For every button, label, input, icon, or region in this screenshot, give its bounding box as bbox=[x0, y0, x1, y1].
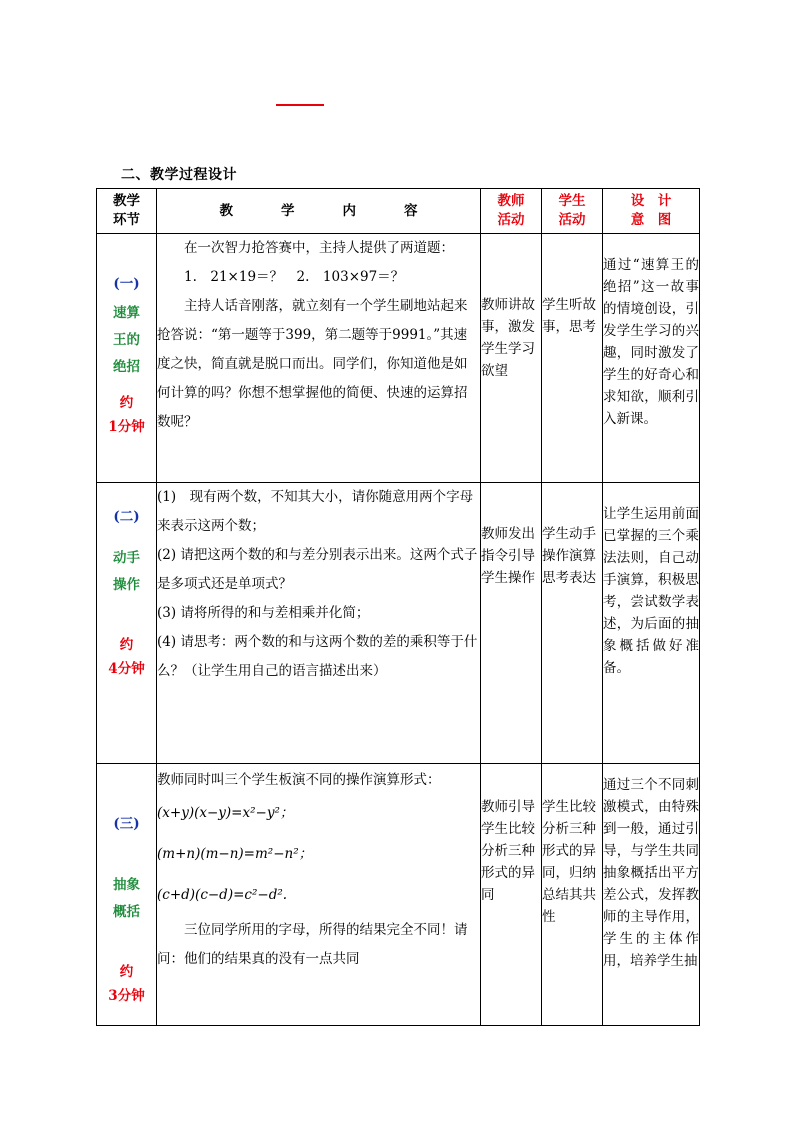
content-paragraph: 三位同学所用的字母，所得的结果完全不同！请问：他们的结果真的没有一点共同 bbox=[157, 922, 468, 967]
teacher-activity-cell bbox=[481, 764, 542, 1026]
content-paragraph: 在一次智力抢答赛中，主持人提供了两道题： bbox=[184, 240, 454, 256]
content-paragraph: 1. 21×19＝？ 2. 103×97＝？ bbox=[184, 269, 405, 285]
table-row bbox=[97, 764, 700, 1026]
header-content-char: 学 bbox=[281, 202, 295, 219]
teacher-activity-cell bbox=[481, 483, 542, 764]
header-stage-line1: 教学 bbox=[113, 193, 140, 209]
design-purpose-cell bbox=[603, 483, 700, 764]
formula-xy: (x+y)(x−y)=x²−y²； bbox=[157, 805, 294, 821]
header-teacher-line1: 教师 bbox=[497, 193, 525, 209]
teacher-activity: 教师引导学生比较分析三种形式的异同 bbox=[481, 799, 535, 903]
lesson-plan-table bbox=[96, 188, 700, 1026]
header-red-line bbox=[276, 104, 324, 106]
stage-name: 抽象 bbox=[113, 877, 140, 893]
stage-number: (三) bbox=[113, 816, 140, 832]
formula-cd: (c+d)(c−d)=c²−d². bbox=[157, 887, 288, 903]
content-paragraph: (2) 请把这两个数的和与差分别表示出来。这两个式子是多项式还是单项式？ bbox=[157, 547, 478, 592]
student-activity-cell bbox=[542, 234, 603, 483]
teacher-activity-cell bbox=[481, 234, 542, 483]
table-header-row bbox=[97, 189, 700, 234]
stage-name: 概括 bbox=[113, 904, 140, 920]
stage-cell bbox=[97, 764, 157, 1026]
formula-mn: (m+n)(m−n)=m²−n²； bbox=[157, 846, 313, 862]
header-purpose-line2: 意 图 bbox=[630, 212, 672, 228]
stage-time-label: 约 bbox=[119, 395, 134, 411]
table-row bbox=[97, 234, 700, 483]
section-title: 二、教学过程设计 bbox=[121, 167, 237, 183]
content-cell bbox=[157, 483, 481, 764]
design-purpose-cell bbox=[603, 764, 700, 1026]
header-purpose bbox=[603, 189, 700, 234]
student-activity-cell bbox=[542, 483, 603, 764]
teacher-activity: 教师发出指令引导学生操作 bbox=[481, 526, 535, 586]
stage-name: 速算 bbox=[113, 305, 140, 321]
design-purpose-cell bbox=[603, 234, 700, 483]
header-stage-line2: 环节 bbox=[113, 212, 140, 228]
design-purpose: 通过三个不同刺激模式，由特殊到一般，通过引导，与学生共同抽象概括出平方差公式，发挥教师的主导作用，学生的主体作用，培养学生抽 bbox=[603, 777, 699, 969]
header-student bbox=[542, 189, 603, 234]
stage-name: 王的 bbox=[113, 332, 140, 348]
stage-time-label: 约 bbox=[119, 964, 134, 980]
header-content bbox=[157, 189, 481, 234]
content-paragraph: (4) 请思考：两个数的和与这两个数的差的乘积等于什么？（让学生用自己的语言描述出来） bbox=[157, 634, 478, 679]
stage-name: 绝招 bbox=[113, 359, 140, 375]
header-stage bbox=[97, 189, 157, 234]
header-content-char: 教 bbox=[219, 202, 233, 219]
student-activity: 学生动手操作演算思考表达 bbox=[542, 526, 596, 586]
header-purpose-line1: 设 计 bbox=[630, 193, 672, 209]
header-teacher-line2: 活动 bbox=[497, 212, 525, 228]
content-paragraph: (1) 现有两个数，不知其大小，请你随意用两个字母来表示这两个数； bbox=[157, 489, 474, 534]
content-paragraph: 教师同时叫三个学生板演不同的操作演算形式： bbox=[157, 772, 441, 788]
stage-number: (一) bbox=[113, 276, 140, 292]
stage-time: 1分钟 bbox=[108, 419, 145, 435]
design-purpose: 让学生运用前面已掌握的三个乘法法则，自己动手演算，积极思考，尝试数学表述，为后面的抽象概括做好准备。 bbox=[603, 506, 699, 676]
stage-cell bbox=[97, 234, 157, 483]
header-student-line1: 学生 bbox=[558, 193, 586, 209]
design-purpose: 通过“速算王的绝招”这一故事的情境创设，引发学生学习的兴趣，同时激发了学生的好奇心和求知欲，顺利引入新课。 bbox=[603, 257, 699, 427]
stage-name: 动手 bbox=[113, 550, 140, 566]
header-student-line2: 活动 bbox=[558, 212, 586, 228]
teacher-activity: 教师讲故事，激发学生学习欲望 bbox=[481, 297, 535, 379]
student-activity: 学生听故事，思考 bbox=[542, 297, 596, 335]
header-content-char: 内 bbox=[342, 202, 356, 219]
stage-name: 操作 bbox=[113, 577, 140, 593]
content-cell bbox=[157, 764, 481, 1026]
stage-number: (二) bbox=[113, 509, 140, 525]
header-teacher bbox=[481, 189, 542, 234]
content-paragraph: 主持人话音刚落，就立刻有一个学生刷地站起来抢答说：“第一题等于399，第二题等于9991。”其速度之快，简直就是脱口而出。同学们，你知道他是如何计算的吗？你想不想掌握他的简便、快速的运算招数呢？ bbox=[157, 298, 468, 430]
header-content-char: 容 bbox=[404, 202, 418, 219]
stage-cell bbox=[97, 483, 157, 764]
student-activity: 学生比较分析三种形式的异同，归纳总结其共性 bbox=[542, 799, 596, 925]
stage-time: 4分钟 bbox=[108, 661, 145, 677]
content-cell bbox=[157, 234, 481, 483]
table-row bbox=[97, 483, 700, 764]
stage-time: 3分钟 bbox=[108, 988, 145, 1004]
content-paragraph: (3) 请将所得的和与差相乘并化简； bbox=[157, 605, 370, 621]
stage-time-label: 约 bbox=[119, 637, 134, 653]
student-activity-cell bbox=[542, 764, 603, 1026]
